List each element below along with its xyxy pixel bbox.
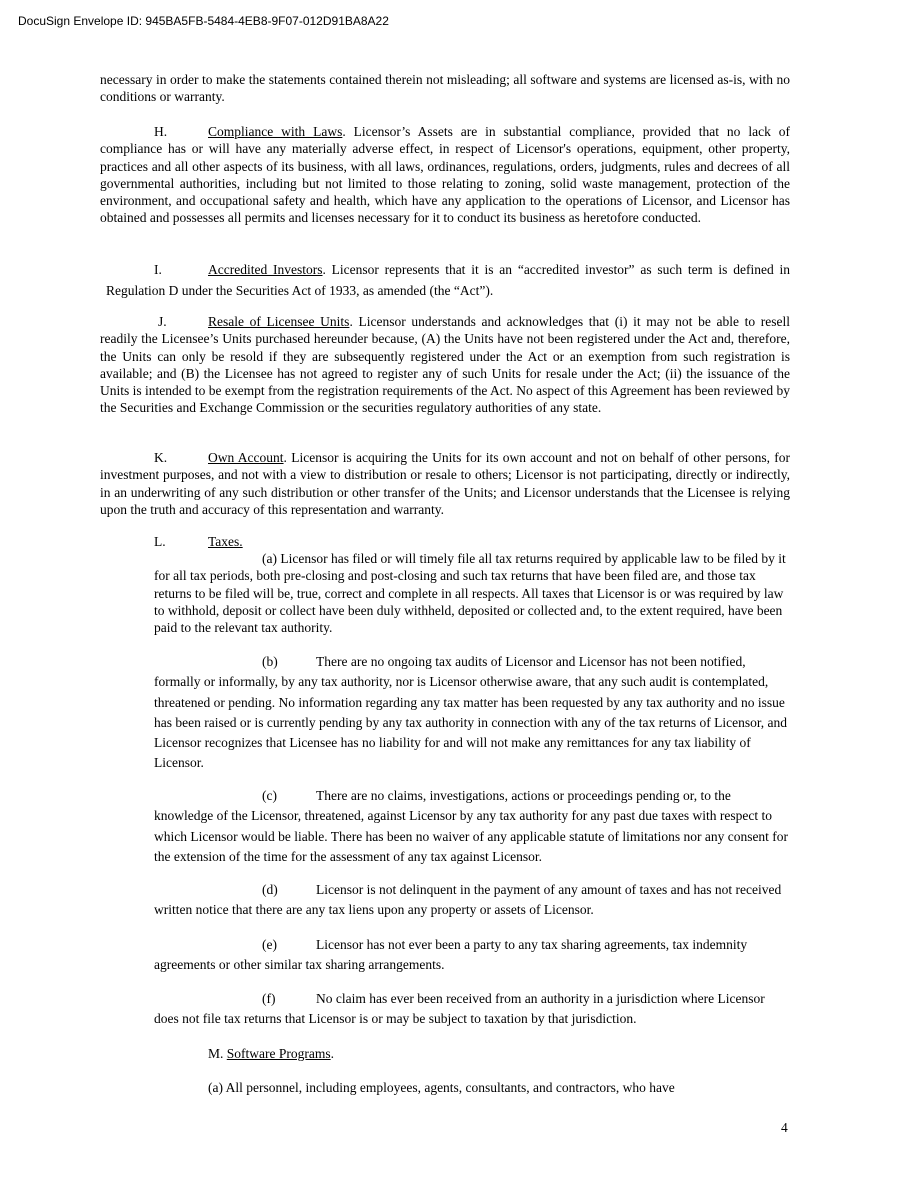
tax-item-a [154,550,790,636]
section-i-heading: Accredited Investors [208,262,323,277]
section-m-software-programs [208,1045,334,1062]
section-i-accredited-investors [106,259,790,301]
section-k-text: . Licensor is acquiring the Units for its own account and not on behalf of other persons, for investment purposes, and not with a view to distribution or resale to others; Licensor is not participating, directly or indirectly, in an underwriting of any such distribution or other transfer of the Units; and Licensor understands that the Licensee is relying upon the truth and accuracy of this representation and warranty. [100,450,790,517]
continued-paragraph: necessary in order to make the statements contained therein not misleading; all software and systems are licensed as-is, with no conditions or warranty. [100,72,790,105]
section-k-letter: K. [154,450,168,465]
tax-item-b-label: (b) [262,654,278,669]
section-m-heading: Software Programs [226,1046,331,1061]
tax-item-a-text: (a) Licensor has filed or will timely file all tax returns required by applicable law to be filed by it for all tax periods, both pre-closing and post-closing and such tax returns that have been filed are, and those tax returns to be filed will be, true, correct and complete in all respects. All taxes that Licensor is or was required by law to withhold, deposit or collect have been duly withheld, deposited or collected and, to the extent required, have been paid to the relevant tax authority. [154,551,786,636]
section-j-heading: Resale of Licensee Units [208,314,350,329]
section-h-text: . Licensor’s Assets are in substantial compliance, provided that no lack of compliance has or will have any materially adverse effect, in respect of Licensor's operations, equipment, other property, practices and all other aspects of its business, with all laws, ordinances, regulations, orders, judgments, rules and decrees of all governmental authorities, including but not limited to those relating to zoning, solid waste management, protection of the environment, and occupational safety and health, which have any application to the operations of Licensor, and Licensor has obtained and possesses all permits and licenses necessary for it to conduct its business as heretofore conducted. [100,124,790,226]
section-l-heading: Taxes. [208,534,243,549]
tax-item-d [154,880,790,921]
section-l-taxes [154,533,243,550]
page-number: 4 [781,1120,788,1135]
tax-item-f [154,989,790,1030]
tax-item-f-label: (f) [262,991,276,1006]
tax-item-f-text: No claim has ever been received from an authority in a jurisdiction where Licensor does not file tax returns that Licensor is or may be subject to taxation by that jurisdiction. [154,991,765,1027]
section-j-resale-of-licensee-units [100,313,790,417]
tax-item-c [154,786,790,867]
section-k-own-account [100,449,790,518]
tax-item-b [154,652,790,774]
section-i-text: . Licensor represents that it is an “accredited investor” as such term is defined in Regulation D under the Securities Act of 1933, as amended (the “Act”). [106,262,790,298]
tax-item-c-text: There are no claims, investigations, actions or proceedings pending or, to the knowledge of the Licensor, threatened, against Licensor by any tax authority for any past due taxes with respect to which Licensor would be liable. There has been no waiver of any applicable statute of limitations nor any consent for the extension of the time for the assessment of any tax against Licensor. [154,788,789,864]
software-item-a: (a) All personnel, including employees, agents, consultants, and contractors, who have [208,1080,675,1095]
section-h-letter: H. [154,124,168,139]
tax-item-d-text: Licensor is not delinquent in the payment of any amount of taxes and has not received written notice that there are any tax liens upon any property or assets of Licensor. [154,882,782,918]
section-m-period: . [330,1046,334,1061]
section-l-letter: L. [154,534,166,549]
section-j-text: . Licensor understands and acknowledges that (i) it may not be able to resell readily the Licensee’s Units purchased hereunder because, (A) the Units have not been registered under the Act and, therefore, the Units can only be resold if they are subsequently registered under the Act or an exemption from such registration is available; and (B) the Licensee has not agreed to register any of such Units for resale under the Act; (ii) the issuance of the Units is intended to be exempt from the registration requirements of the Act. No aspect of this Agreement has been reviewed by the Securities and Exchange Commission or the securities regulatory authorities of any state. [100,314,791,416]
tax-item-c-label: (c) [262,788,277,803]
tax-item-e-label: (e) [262,937,277,952]
tax-item-e [154,935,790,976]
section-m-letter: M. [208,1046,224,1061]
section-j-letter: J. [158,314,167,329]
docusign-envelope-id: DocuSign Envelope ID: 945BA5FB-5484-4EB8-9F07-012D91BA8A22 [18,14,389,28]
section-k-heading: Own Account [208,450,284,465]
section-h-compliance-with-laws [100,123,790,227]
tax-item-b-text: There are no ongoing tax audits of Licensor and Licensor has not been notified, formally or informally, by any tax authority, nor is Licensor otherwise aware, that any such audit is contemplated, threatened or pending. No information regarding any tax matter has been requested by any tax authority and no issue has been raised or is currently pending by any tax authority in connection with any of the tax returns of Licensor, and Licensor recognizes that Licensee has no liability for and will not make any remittances for any tax liability of Licensor. [154,654,788,771]
tax-item-e-text: Licensor has not ever been a party to any tax sharing agreements, tax indemnity agreements or other similar tax sharing arrangements. [154,937,748,973]
tax-item-d-label: (d) [262,882,278,897]
section-h-heading: Compliance with Laws [208,124,343,139]
section-i-letter: I. [154,262,162,277]
